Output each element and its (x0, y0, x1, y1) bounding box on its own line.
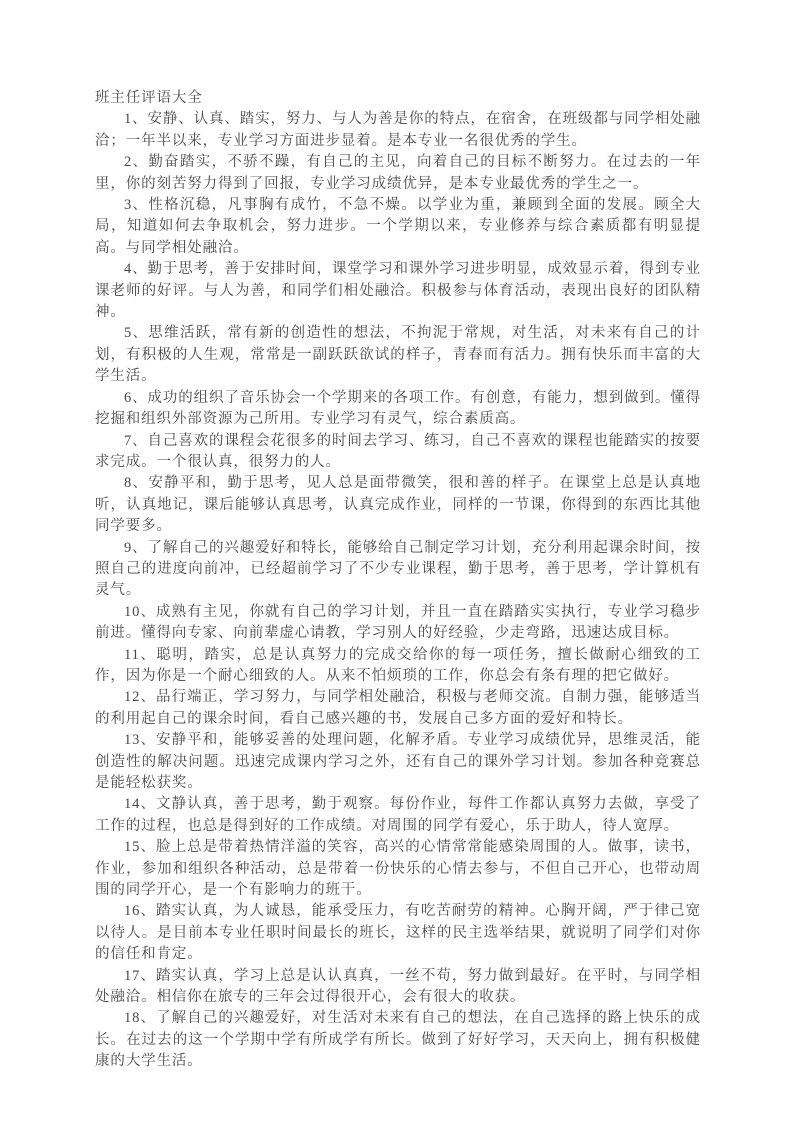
comment-paragraph: 6、成功的组织了音乐协会一个学期来的各项工作。有创意，有能力，想到做到。懂得挖掘和组织外部资源为己所用。专业学习有灵气，综合素质高。 (95, 389, 701, 428)
comment-paragraph: 12、品行端正，学习努力，与同学相处融洽，积极与老师交流。自制力强，能够适当的利用起自己的课余时间，看自己感兴趣的书，发展自己多方面的爱好和特长。 (95, 689, 701, 727)
comment-paragraph: 13、安静平和，能够妥善的处理问题，化解矛盾。专业学习成绩优异，思维灵活，能创造性的解决问题。迅速完成课内学习之外，还有自己的课外学习计划。参加各种竞赛总是能轻松获奖。 (95, 732, 701, 791)
comment-paragraph: 8、安静平和，勤于思考，见人总是面带微笑，很和善的样子。在课堂上总是认真地听，认真地记，课后能够认真思考，认真完成作业，同样的一节课，你得到的东西比其他同学要多。 (95, 475, 701, 535)
comment-paragraph: 18、了解自己的兴趣爱好，对生活对未来有自己的想法，在自己选择的路上快乐的成长。在过去的这一个学期中学有所成学有所长。做到了好好学习，天天向上，拥有积极健康的大学生活。 (95, 1010, 701, 1070)
comment-paragraph: 1、安静、认真、踏实，努力、与人为善是你的特点，在宿舍，在班级都与同学相处融洽；一年半以来，专业学习方面进步显着。是本专业一名很优秀的学生。 (95, 111, 701, 149)
comment-paragraph: 7、自己喜欢的课程会花很多的时间去学习、练习，自己不喜欢的课程也能踏实的按要求完成。一个很认真，很努力的人。 (95, 432, 701, 470)
comment-paragraph: 4、勤于思考，善于安排时间，课堂学习和课外学习进步明显，成效显示着，得到专业课老师的好评。与人为善，和同学们相处融洽。积极参与体育活动，表现出良好的团队精神。 (95, 261, 701, 321)
comment-paragraph: 10、成熟有主见，你就有自己的学习计划，并且一直在踏踏实实执行，专业学习稳步前进。懂得向专家、向前辈虚心请教，学习别人的好经验，少走弯路，迅速达成目标。 (95, 603, 701, 642)
comment-paragraph: 17、踏实认真，学习上总是认认真真，一丝不苟，努力做到最好。在平时，与同学相处融洽。相信你在旅专的三年会过得很开心，会有很大的收获。 (95, 967, 701, 1006)
comment-paragraph: 16、踏实认真，为人诚恳，能承受压力，有吃苦耐劳的精神。心胸开阔，严于律己宽以待人。是目前本专业任职时间最长的班长，这样的民主选举结果，就说明了同学们对你的信任和肯定。 (95, 903, 701, 963)
comment-paragraph: 9、了解自己的兴趣爱好和特长，能够给自己制定学习计划，充分利用起课余时间，按照自己的进度向前冲，已经超前学习了不少专业课程，勤于思考，善于思考，学计算机有灵气。 (95, 539, 701, 599)
comment-paragraph: 2、勤奋踏实，不骄不躁，有自己的主见，向着自己的目标不断努力。在过去的一年里，你的刻苦努力得到了回报，专业学习成绩优异，是本专业最优秀的学生之一。 (95, 154, 701, 192)
page-title: 班主任评语大全 (95, 90, 203, 106)
comment-paragraph: 3、性格沉稳，凡事胸有成竹，不急不燥。以学业为重，兼顾到全面的发展。顾全大局，知道如何去争取机会，努力进步。一个学期以来，专业修养与综合素质都有明显提高。与同学相处融洽。 (95, 197, 701, 256)
comment-paragraph: 15、脸上总是带着热情洋溢的笑容，高兴的心情常常能感染周围的人。做事，读书，作业，参加和组织各种活动，总是带着一份快乐的心情去参与，不但自己开心，也带动周围的同学开心，是一个有影响力的班干。 (95, 839, 701, 899)
comment-paragraph: 14、文静认真，善于思考，勤于观察。每份作业，每件工作都认真努力去做，享受了工作的过程，也总是得到好的工作成绩。对周围的同学有爱心，乐于助人，待人宽厚。 (95, 796, 701, 834)
document-body (95, 109, 701, 1072)
comment-paragraph: 11、聪明，踏实，总是认真努力的完成交给你的每一项任务，擅长做耐心细致的工作，因为你是一个耐心细致的人。从来不怕烦琐的工作，你总会有条有理的把它做好。 (95, 646, 701, 684)
comment-paragraph: 5、思维活跃，常有新的创造性的想法，不拘泥于常规，对生活，对未来有自己的计划，有积极的人生观，常常是一副跃跃欲试的样子，青春而有活力。拥有快乐而丰富的大学生活。 (95, 325, 701, 385)
